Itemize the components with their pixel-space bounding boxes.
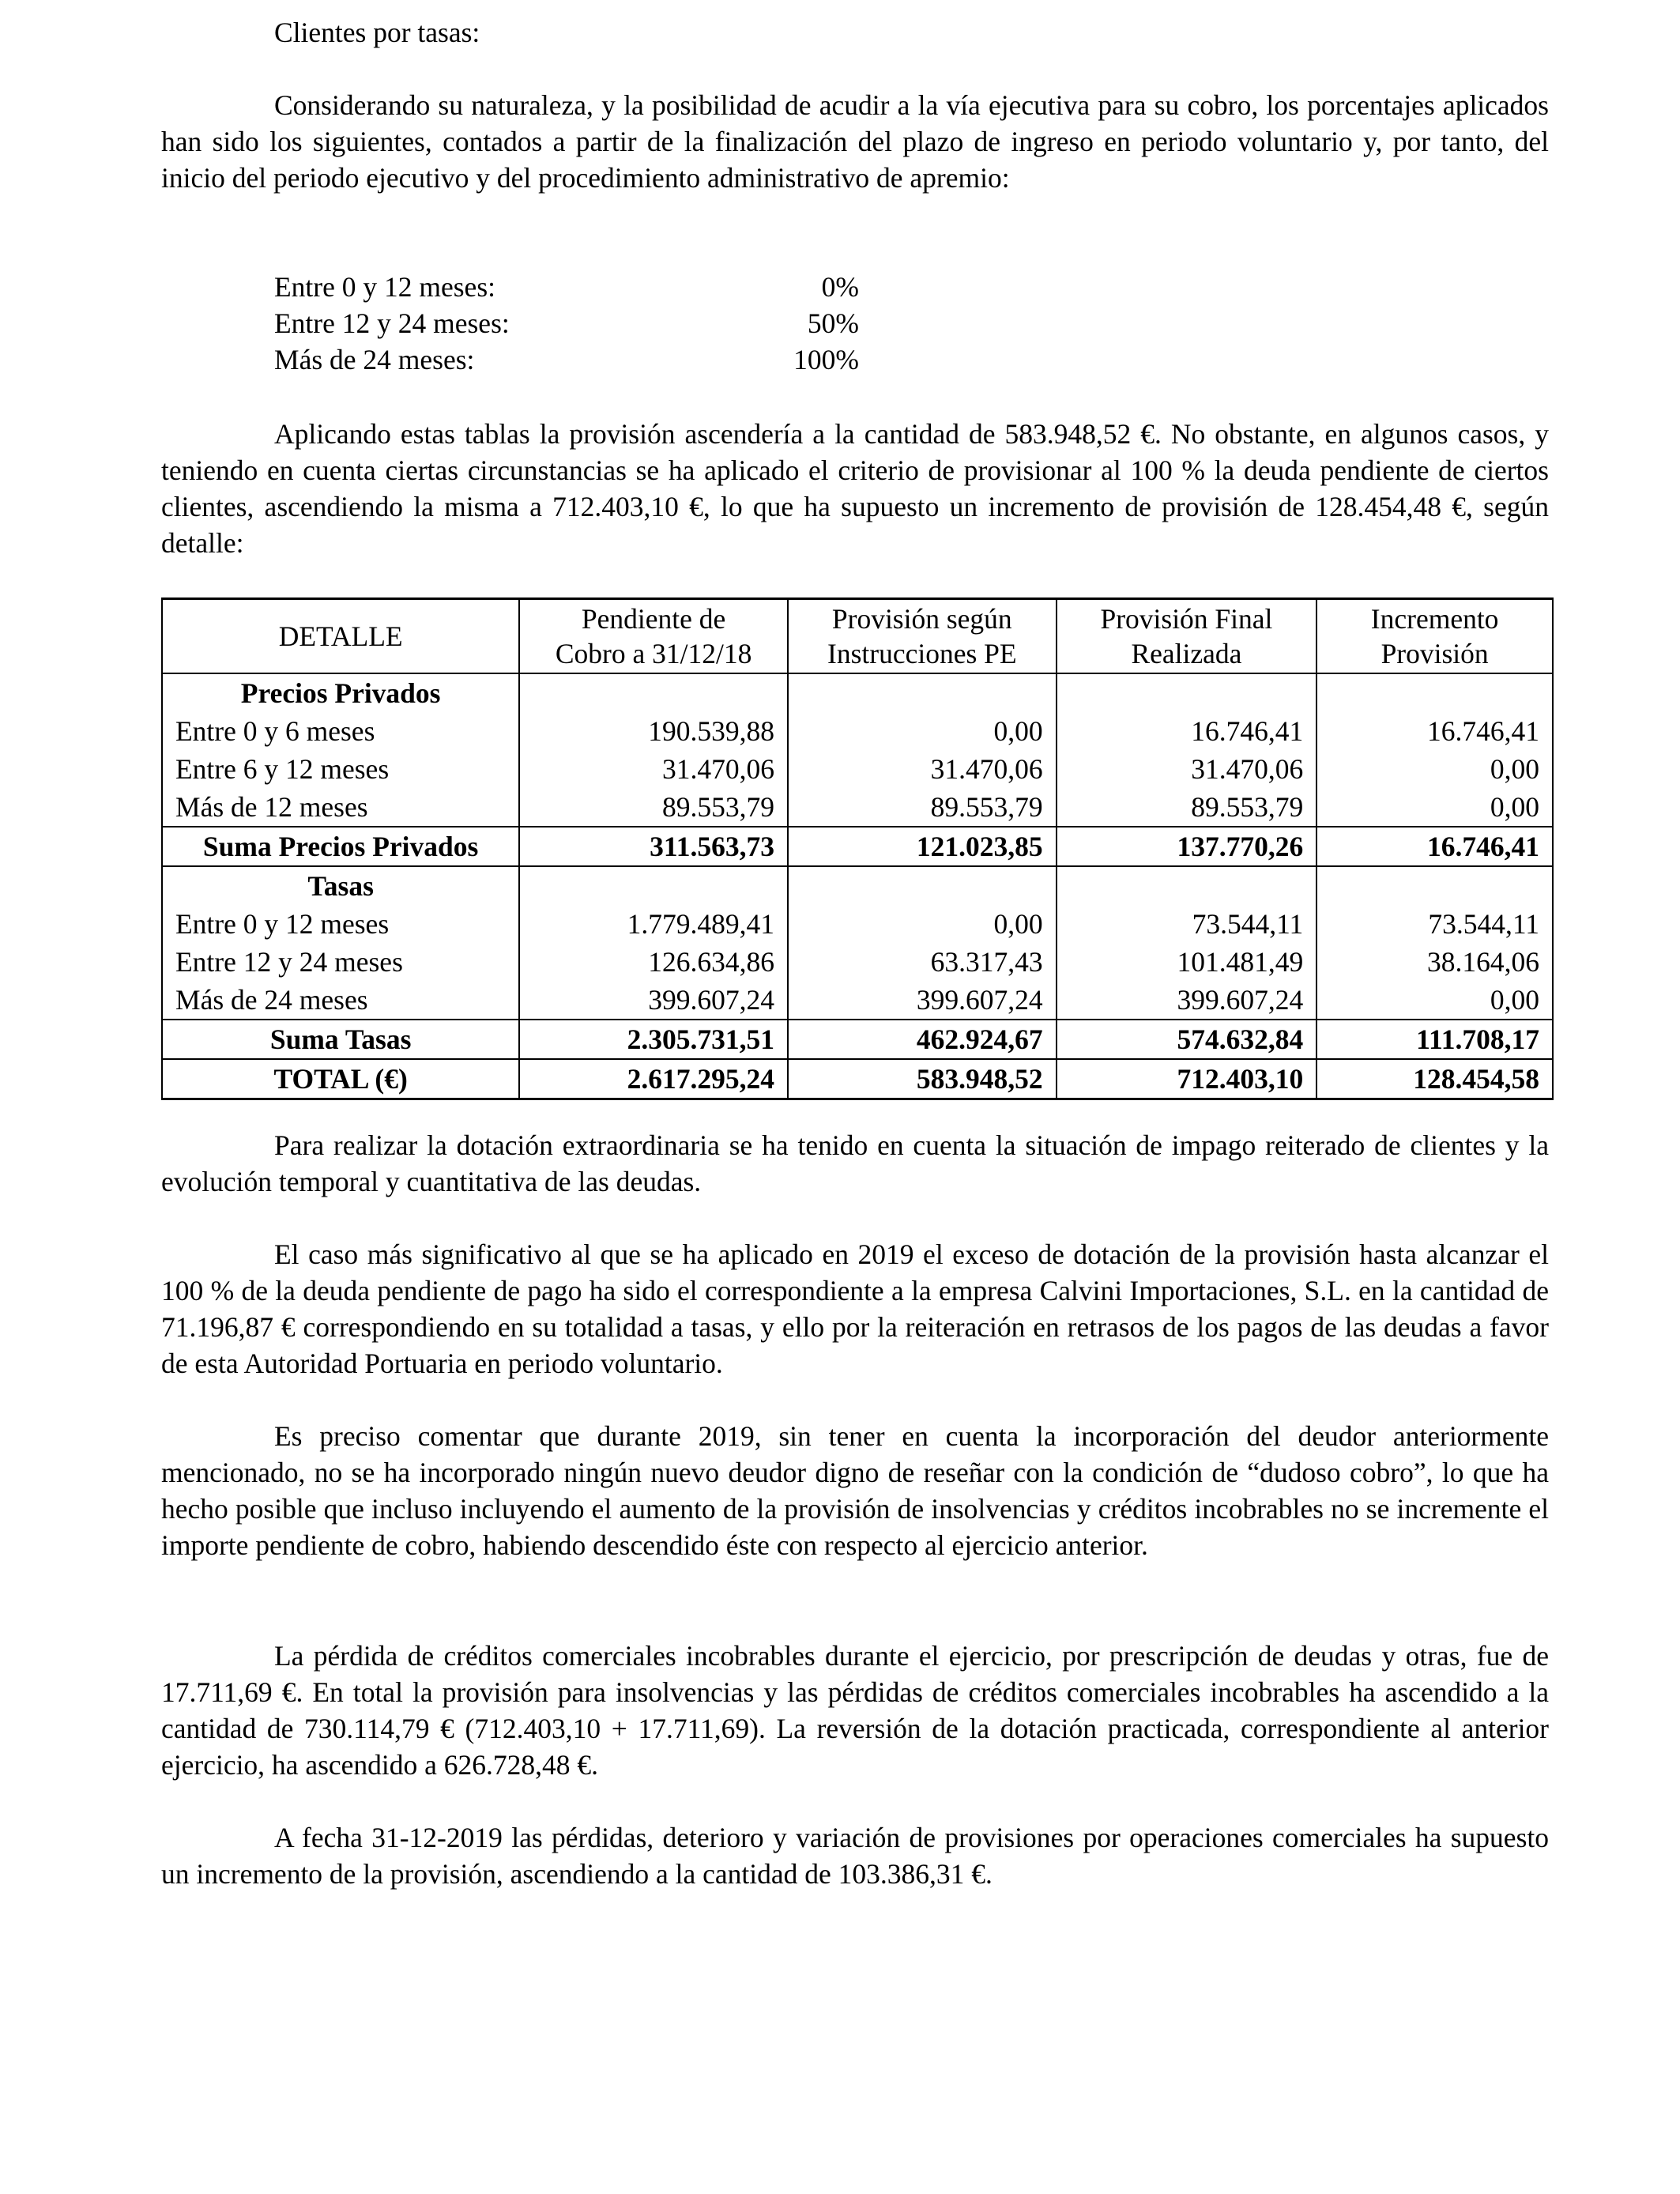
total-row: TOTAL (€) 2.617.295,24 583.948,52 712.403,10 128.454,58 xyxy=(162,1059,1553,1099)
section-heading: Clientes por tasas: xyxy=(274,17,480,48)
sum-row-tasas: Suma Tasas 2.305.731,51 462.924,67 574.632,84 111.708,17 xyxy=(162,1020,1553,1059)
rate-row xyxy=(274,341,859,378)
rate-row xyxy=(274,269,859,305)
paragraph-comment: Es preciso comentar que durante 2019, sin tener en cuenta la incorporación del deudor anteriormente mencionado, no se ha incorporado ningún nuevo deudor digno de reseñar con la condición de “dudoso cobro”, lo que ha hecho posible que incluso incluyendo el aumento de la provisión de insolvencias y créditos incobrables no se incremente el importe pendiente de cobro, habiendo descendido éste con respecto al ejercicio anterior. xyxy=(161,1420,1549,1561)
rate-percent: 100% xyxy=(793,344,859,375)
table-row: Entre 0 y 6 meses 190.539,88 0,00 16.746,41 16.746,41 xyxy=(162,712,1553,750)
col-header-incremento: Incremento Provisión xyxy=(1317,599,1553,674)
table-row: Entre 12 y 24 meses 126.634,86 63.317,43 101.481,49 38.164,06 xyxy=(162,943,1553,981)
paragraph-provision: Aplicando estas tablas la provisión ascendería a la cantidad de 583.948,52 €. No obstante, en algunos casos, y teniendo en cuenta ciertas circunstancias se ha aplicado el criterio de provisionar al 100 % la deuda pendiente de ciertos clientes, ascendiendo la misma a 712.403,10 €, lo que ha supuesto un incremento de provisión de 128.454,48 €, según detalle: xyxy=(161,418,1549,559)
rate-row xyxy=(274,305,859,341)
table-row: Más de 24 meses 399.607,24 399.607,24 399.607,24 0,00 xyxy=(162,981,1553,1020)
sum-row-precios-privados: Suma Precios Privados 311.563,73 121.023,85 137.770,26 16.746,41 xyxy=(162,827,1553,866)
rate-label: Entre 12 y 24 meses: xyxy=(274,307,510,339)
rate-label: Entre 0 y 12 meses: xyxy=(274,271,495,303)
group-row-tasas: Tasas xyxy=(162,866,1553,905)
table-row: Más de 12 meses 89.553,79 89.553,79 89.553,79 0,00 xyxy=(162,788,1553,827)
paragraph-significant-case: El caso más significativo al que se ha aplicado en 2019 el exceso de dotación de la provisión hasta alcanzar el 100 % de la deuda pendiente de pago ha sido el correspondiente a la empresa Calvini Importaciones, S.L. en la cantidad de 71.196,87 € correspondiendo en su totalidad a tasas, y ello por la reiteración en retrasos de los pagos de las deudas a favor de esta Autoridad Portuaria en periodo voluntario. xyxy=(161,1238,1549,1379)
table-header-row xyxy=(162,599,1553,674)
table-row: Entre 0 y 12 meses 1.779.489,41 0,00 73.544,11 73.544,11 xyxy=(162,905,1553,943)
rate-label: Más de 24 meses: xyxy=(274,344,475,375)
table-row: Entre 6 y 12 meses 31.470,06 31.470,06 31.470,06 0,00 xyxy=(162,750,1553,788)
rates-list xyxy=(274,269,859,378)
paragraph-losses: La pérdida de créditos comerciales incobrables durante el ejercicio, por prescripción de deudas y otras, fue de 17.711,69 €. En total la provisión para insolvencias y las pérdidas de créditos comerciales incobrables ha ascendido a la cantidad de 730.114,79 € (712.403,10 + 17.711,69). La reversión de la dotación practicada, correspondiente al anterior ejercicio, ha ascendido a 626.728,48 €. xyxy=(161,1640,1549,1781)
rate-percent: 50% xyxy=(807,307,859,339)
provision-detail-table xyxy=(161,598,1554,1100)
paragraph-criteria: Considerando su naturaleza, y la posibilidad de acudir a la vía ejecutiva para su cobro, los porcentajes aplicados han sido los siguientes, contados a partir de la finalización del plazo de ingreso en periodo voluntario y, por tanto, del inicio del periodo ejecutivo y del procedimiento administrativo de apremio: xyxy=(161,89,1549,194)
col-header-detalle: DETALLE xyxy=(162,599,519,674)
col-header-provision-final: Provisión Final Realizada xyxy=(1057,599,1317,674)
paragraph-closing: A fecha 31-12-2019 las pérdidas, deterioro y variación de provisiones por operaciones comerciales ha supuesto un incremento de la provisión, ascendiendo a la cantidad de 103.386,31 €. xyxy=(161,1822,1549,1890)
paragraph-extraordinary: Para realizar la dotación extraordinaria se ha tenido en cuenta la situación de impago reiterado de clientes y la evolución temporal y cuantitativa de las deudas. xyxy=(161,1129,1549,1197)
col-header-provision-pe: Provisión según Instrucciones PE xyxy=(788,599,1057,674)
rate-percent: 0% xyxy=(821,271,859,303)
group-row-precios-privados: Precios Privados xyxy=(162,673,1553,712)
col-header-pendiente: Pendiente de Cobro a 31/12/18 xyxy=(519,599,788,674)
